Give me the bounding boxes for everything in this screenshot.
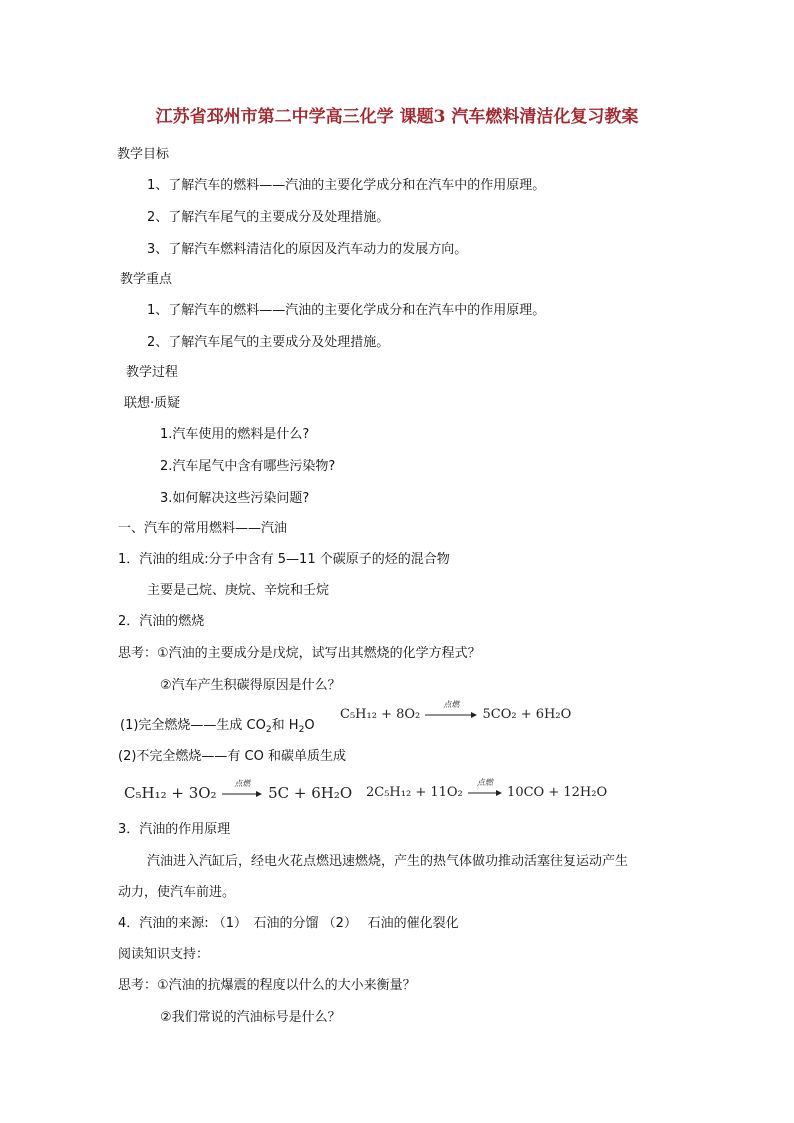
equation-incomplete-2 — [366, 777, 608, 800]
think-3: 思考：①汽油的抗爆震的程度以什么的大小来衡量？ — [118, 978, 416, 993]
para-1b: 主要是己烷、庚烷、辛烷和壬烷 — [147, 583, 330, 598]
para-3: 3．汽油的作用原理 — [118, 822, 231, 837]
equation-incomplete-1 — [124, 779, 353, 802]
subscript-2b: 2 — [298, 725, 305, 735]
think-1: 思考：①汽油的主要成分是戊烷，试写出其燃烧的化学方程式？ — [118, 646, 481, 661]
goals-heading: 教学目标 — [117, 147, 170, 162]
complete-mid: 和 H — [271, 718, 299, 733]
eq1-left: C₅H₁₂ + 8O₂ — [340, 707, 421, 722]
question-1: 1.汽车使用的燃料是什么? — [160, 427, 310, 442]
para-3a: 汽油进入汽缸后，经电火花点燃迅速燃烧，产生的热气体做功推动活塞往复运动产生 — [147, 854, 629, 869]
arrow-condition: 点燃 — [234, 779, 251, 788]
arrow-condition: 点燃 — [476, 777, 493, 787]
section-1-heading: 一、汽车的常用燃料——汽油 — [118, 521, 288, 536]
equation-complete — [340, 699, 572, 722]
goal-1: 1、了解汽车的燃料——汽油的主要化学成分和在汽车中的作用原理。 — [147, 178, 546, 193]
complete-prefix: (1)完全燃烧——生成 CO — [120, 718, 266, 733]
process-heading: 教学过程 — [126, 365, 179, 380]
reaction-arrow — [467, 777, 503, 797]
question-3: 3.如何解决这些污染问题? — [160, 491, 310, 506]
arrow-condition: 点燃 — [443, 699, 460, 709]
question-2: 2.汽车尾气中含有哪些污染物? — [160, 459, 336, 474]
incomplete-combustion: (2)不完全燃烧——有 CO 和碳单质生成 — [118, 749, 346, 764]
goal-3: 3、了解汽车燃料清洁化的原因及汽车动力的发展方向。 — [147, 242, 468, 257]
reaction-arrow — [424, 699, 478, 719]
para-1: 1．汽油的组成:分子中含有 5—11 个碳原子的烃的混合物 — [118, 552, 450, 567]
para-2: 2．汽油的燃烧 — [118, 614, 205, 629]
eq2-left: C₅H₁₂ + 3O₂ — [124, 784, 217, 802]
complete-combustion — [120, 718, 315, 734]
think-4: ②我们常说的汽油标号是什么？ — [160, 1010, 341, 1025]
goal-2: 2、了解汽车尾气的主要成分及处理措施。 — [147, 210, 390, 225]
para-3b: 动力，使汽车前进。 — [118, 885, 236, 900]
assoc-heading: 联想·质疑 — [124, 396, 181, 411]
para-4: 4．汽油的来源: （1） 石油的分馏 （2） 石油的催化裂化 — [118, 916, 459, 931]
key-heading: 教学重点 — [120, 272, 173, 287]
eq3-left: 2C₅H₁₂ + 11O₂ — [366, 785, 463, 800]
complete-suffix: O — [304, 718, 315, 733]
key-1: 1、了解汽车的燃料——汽油的主要化学成分和在汽车中的作用原理。 — [147, 303, 546, 318]
key-2: 2、了解汽车尾气的主要成分及处理措施。 — [147, 335, 390, 350]
document-title: 江苏省邳州市第二中学高三化学 课题3 汽车燃料清洁化复习教案 — [155, 107, 639, 127]
eq3-right: 10CO + 12H₂O — [507, 785, 608, 800]
eq2-right: 5C + 6H₂O — [268, 784, 353, 802]
reading-support: 阅读知识支持： — [118, 947, 210, 962]
eq1-right: 5CO₂ + 6H₂O — [482, 707, 572, 722]
reaction-arrow — [221, 779, 263, 798]
subscript-2: 2 — [265, 725, 272, 735]
think-2: ②汽车产生积碳得原因是什么？ — [160, 678, 341, 693]
